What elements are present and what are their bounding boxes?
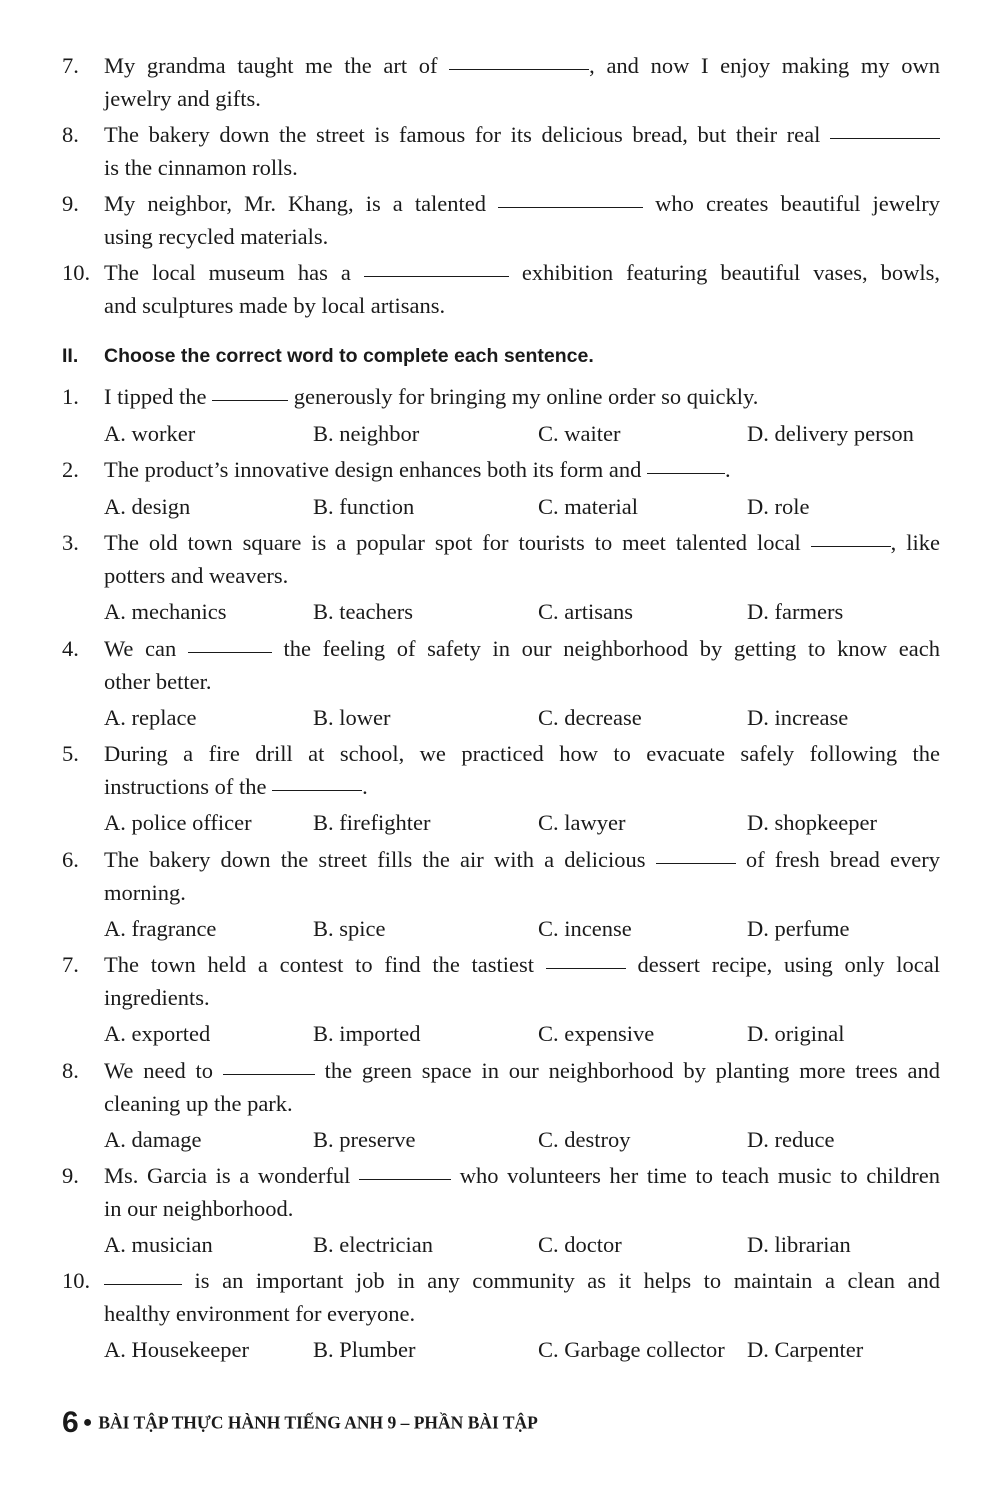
answer-blank[interactable]: [656, 862, 736, 864]
item-line: The bakery down the street is famous for its delicious bread, but their real: [104, 118, 940, 151]
option-d[interactable]: D. original: [747, 1021, 845, 1046]
option-c[interactable]: C. lawyer: [538, 810, 626, 835]
question-stem: I tipped the generously for bringing my online order so quickly.: [104, 384, 759, 409]
item-line: and sculptures made by local artisans.: [104, 293, 446, 318]
option-b[interactable]: B. preserve: [313, 1127, 416, 1152]
question-number: 6.: [62, 847, 79, 872]
answer-blank[interactable]: [223, 1073, 315, 1075]
item-number: 10.: [62, 260, 91, 285]
option-b[interactable]: B. neighbor: [313, 421, 420, 446]
answer-blank[interactable]: [188, 651, 272, 653]
answer-blank[interactable]: [212, 399, 288, 401]
option-d[interactable]: D. shopkeeper: [747, 810, 877, 835]
question-number: 9.: [62, 1163, 79, 1188]
option-c[interactable]: C. destroy: [538, 1127, 631, 1152]
item-number: 9.: [62, 191, 79, 216]
question-stem: The town held a contest to find the tastiest dessert recipe, using only local: [104, 952, 940, 977]
option-d[interactable]: D. role: [747, 494, 810, 519]
answer-blank[interactable]: [498, 206, 643, 208]
question-number: 5.: [62, 741, 79, 766]
option-a[interactable]: A. design: [104, 494, 191, 519]
question-stem-line2: healthy environment for everyone.: [104, 1301, 416, 1326]
item-line: My neighbor, Mr. Khang, is a talented who creates beautiful jewelry: [104, 191, 940, 216]
option-a[interactable]: A. Housekeeper: [104, 1337, 249, 1362]
answer-blank[interactable]: [449, 68, 589, 70]
option-a[interactable]: A. worker: [104, 421, 196, 446]
item-number: 7.: [62, 53, 79, 78]
option-a[interactable]: A. mechanics: [104, 599, 227, 624]
answer-blank[interactable]: [830, 137, 940, 139]
option-b[interactable]: B. imported: [313, 1021, 421, 1046]
question-stem-line2: other better.: [104, 669, 212, 694]
option-b[interactable]: B. Plumber: [313, 1337, 416, 1362]
option-d[interactable]: D. farmers: [747, 599, 844, 624]
option-d[interactable]: D. perfume: [747, 916, 850, 941]
question-stem: During a fire drill at school, we practiced how to evacuate safely following the: [104, 741, 940, 766]
item-line: jewelry and gifts.: [104, 86, 261, 111]
answer-blank[interactable]: [546, 967, 626, 969]
option-d[interactable]: D. increase: [747, 705, 849, 730]
option-b[interactable]: B. electrician: [313, 1232, 433, 1257]
option-d[interactable]: D. reduce: [747, 1127, 835, 1152]
question-stem: The old town square is a popular spot for tourists to meet talented local , like: [104, 530, 940, 555]
answer-blank[interactable]: [272, 789, 362, 791]
option-c[interactable]: C. expensive: [538, 1021, 655, 1046]
answer-blank[interactable]: [104, 1283, 182, 1285]
question-number: 10.: [62, 1268, 91, 1293]
option-b[interactable]: B. teachers: [313, 599, 413, 624]
option-a[interactable]: A. replace: [104, 705, 197, 730]
item-line: is the cinnamon rolls.: [104, 155, 298, 180]
page-number: 6: [62, 1406, 79, 1439]
book-title: BÀI TẬP THỰC HÀNH TIẾNG ANH 9 – PHẦN BÀI TẬP: [98, 1412, 538, 1433]
answer-blank[interactable]: [647, 472, 725, 474]
question-stem: The product’s innovative design enhances both its form and .: [104, 457, 731, 482]
question-number: 3.: [62, 530, 79, 555]
question-number: 4.: [62, 636, 79, 661]
option-b[interactable]: B. spice: [313, 916, 386, 941]
answer-blank[interactable]: [811, 545, 891, 547]
option-c[interactable]: C. artisans: [538, 599, 633, 624]
option-d[interactable]: D. delivery person: [747, 421, 914, 446]
question-number: 2.: [62, 457, 79, 482]
option-d[interactable]: D. librarian: [747, 1232, 851, 1257]
answer-blank[interactable]: [359, 1178, 451, 1180]
question-stem-line2: in our neighborhood.: [104, 1196, 294, 1221]
option-a[interactable]: A. fragrance: [104, 916, 217, 941]
option-a[interactable]: A. police officer: [104, 810, 252, 835]
question-stem-line2: cleaning up the park.: [104, 1091, 293, 1116]
section-instruction: Choose the correct word to complete each sentence.: [104, 345, 594, 367]
section-heading: [62, 342, 594, 370]
option-b[interactable]: B. function: [313, 494, 415, 519]
option-c[interactable]: C. incense: [538, 916, 632, 941]
option-c[interactable]: C. Garbage collector: [538, 1337, 725, 1362]
option-c[interactable]: C. decrease: [538, 705, 642, 730]
section-number: II.: [62, 345, 79, 367]
item-line: My grandma taught me the art of , and now I enjoy making my own: [104, 53, 940, 78]
item-number: 8.: [62, 122, 79, 147]
item-line: The local museum has a exhibition featuring beautiful vases, bowls,: [104, 260, 940, 285]
answer-blank[interactable]: [364, 275, 509, 277]
question-number: 8.: [62, 1058, 79, 1083]
option-b[interactable]: B. firefighter: [313, 810, 431, 835]
option-a[interactable]: A. damage: [104, 1127, 202, 1152]
question-stem: Ms. Garcia is a wonderful who volunteers her time to teach music to children: [104, 1163, 940, 1188]
page-footer: [62, 1406, 538, 1440]
question-stem-line2: morning.: [104, 880, 186, 905]
question-stem: is an important job in any community as it helps to maintain a clean and: [104, 1264, 940, 1297]
option-b[interactable]: B. lower: [313, 705, 391, 730]
question-stem: The bakery down the street fills the air with a delicious of fresh bread every: [104, 847, 940, 872]
option-c[interactable]: C. doctor: [538, 1232, 622, 1257]
question-stem-line2: potters and weavers.: [104, 563, 289, 588]
question-number: 7.: [62, 952, 79, 977]
question-stem-line2: instructions of the .: [104, 774, 368, 799]
item-line: using recycled materials.: [104, 224, 329, 249]
option-c[interactable]: C. waiter: [538, 421, 621, 446]
option-a[interactable]: A. exported: [104, 1021, 211, 1046]
question-number: 1.: [62, 384, 79, 409]
option-d[interactable]: D. Carpenter: [747, 1337, 864, 1362]
option-a[interactable]: A. musician: [104, 1232, 213, 1257]
question-stem-line2: ingredients.: [104, 985, 210, 1010]
bullet-separator: ●: [82, 1414, 93, 1431]
question-stem: We can the feeling of safety in our neighborhood by getting to know each: [104, 636, 940, 661]
option-c[interactable]: C. material: [538, 494, 638, 519]
question-stem: We need to the green space in our neighborhood by planting more trees and: [104, 1058, 940, 1083]
